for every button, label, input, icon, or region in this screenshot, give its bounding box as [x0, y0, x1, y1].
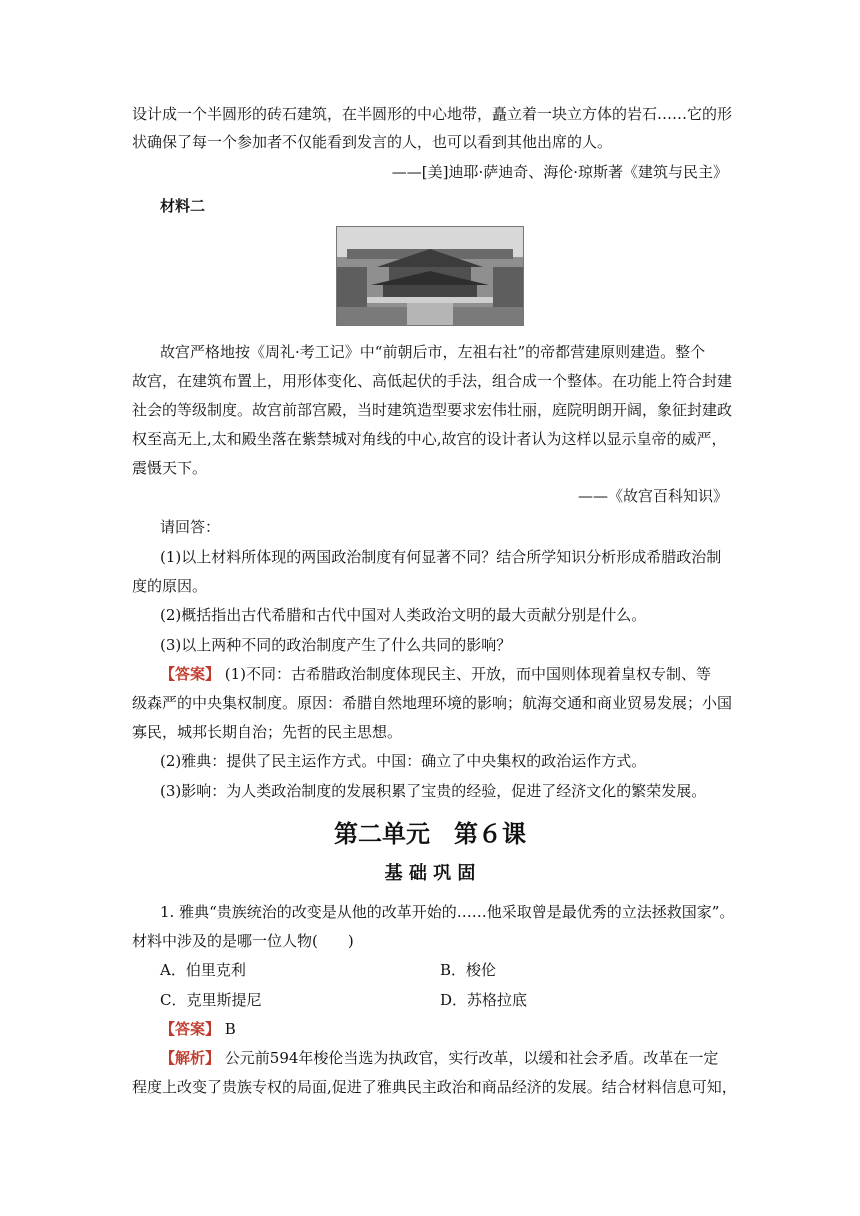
q1-option-b: B．梭伦: [440, 961, 497, 979]
question3: (3)以上两种不同的政治制度产生了什么共同的影响？: [160, 636, 512, 654]
material2-line3: 社会的等级制度。故宫前部宫殿，当时建筑造型要求宏伟壮丽，庭院明朗开阔，象征封建政: [132, 401, 733, 419]
material2-line2: 故宫，在建筑布置上，用形体变化、高低起伏的手法，组合成一个整体。在功能上符合封建: [132, 372, 733, 390]
question2: (2)概括指出古代希腊和古代中国对人类政治文明的最大贡献分别是什么。: [160, 606, 647, 624]
answer1-line3: 寡民，城邦长期自治；先哲的民主思想。: [132, 723, 403, 741]
question1-line1: (1)以上材料所体现的两国政治制度有何显著不同？结合所学知识分析形成希腊政治制: [160, 548, 722, 566]
material2-line4: 权至高无上,太和殿坐落在紫禁城对角线的中心,故宫的设计者认为这样以显示皇帝的威严，: [132, 430, 727, 448]
q1-option-c: C．克里斯提尼: [160, 991, 262, 1009]
q1-stem-line1: 1. 雅典“贵族统治的改变是从他的改革开始的……他采取曾是最优秀的立法拯救国家”。: [160, 903, 735, 921]
unit-title: 第二单元 第６课: [334, 820, 526, 848]
material1-line2: 状确保了每一个参加者不仅能看到发言的人，也可以看到其他出席的人。: [132, 133, 613, 151]
question1-line2: 度的原因。: [132, 577, 208, 595]
q1-analysis-tag: 【解析】: [160, 1049, 221, 1067]
answer1-line5: (3)影响：为人类政治制度的发展积累了宝贵的经验，促进了经济文化的繁荣发展。: [160, 782, 707, 800]
answer1-line1: [160, 664, 760, 684]
material1-line1: 设计成一个半圆形的砖石建筑，在半圆形的中心地带，矗立着一块立方体的岩石……它的形: [132, 105, 733, 123]
q1-analysis-line2: 程度上改变了贵族专权的局面,促进了雅典民主政治和商品经济的发展。结合材料信息可知，: [132, 1078, 737, 1096]
material2-line5: 震慑天下。: [132, 459, 208, 477]
answer1-line1-text: (1)不同：古希腊政治制度体现民主、开放，而中国则体现着皇权专制、等: [220, 665, 712, 683]
q1-analysis-line1: [160, 1048, 760, 1068]
questions-prompt: 请回答：: [160, 518, 221, 536]
answer1-line4: (2)雅典：提供了民主运作方式。中国：确立了中央集权的政治运作方式。: [160, 752, 647, 770]
answer1-tag: 【答案】: [160, 665, 221, 683]
material1-source: ——[美]迪耶·萨迪奇、海伦·琼斯著《建筑与民主》: [391, 163, 728, 181]
q1-answer: [160, 1019, 760, 1039]
answer1-line2: 级森严的中央集权制度。原因：希腊自然地理环境的影响；航海交通和商业贸易发展；小国: [132, 694, 733, 712]
material2-source: ——《故宫百科知识》: [577, 487, 728, 505]
q1-answer-value: B: [220, 1020, 236, 1038]
q1-analysis-line1-text: 公元前594年梭伦当选为执政官，实行改革，以缓和社会矛盾。改革在一定: [220, 1049, 719, 1067]
q1-option-d: D．苏格拉底: [440, 991, 528, 1009]
material2-line1: 故宫严格地按《周礼·考工记》中“前朝后市，左祖右社”的帝都营建原则建造。整个: [160, 343, 706, 361]
material2-label: 材料二: [160, 197, 206, 215]
section-title: 基 础 巩 固: [384, 863, 476, 884]
forbidden-city-illustration: [337, 227, 523, 325]
forbidden-city-photo: [336, 226, 524, 326]
q1-answer-tag: 【答案】: [160, 1020, 221, 1038]
q1-option-a: A．伯里克利: [160, 961, 246, 979]
q1-stem-line2: 材料中涉及的是哪一位人物( ): [132, 932, 354, 950]
